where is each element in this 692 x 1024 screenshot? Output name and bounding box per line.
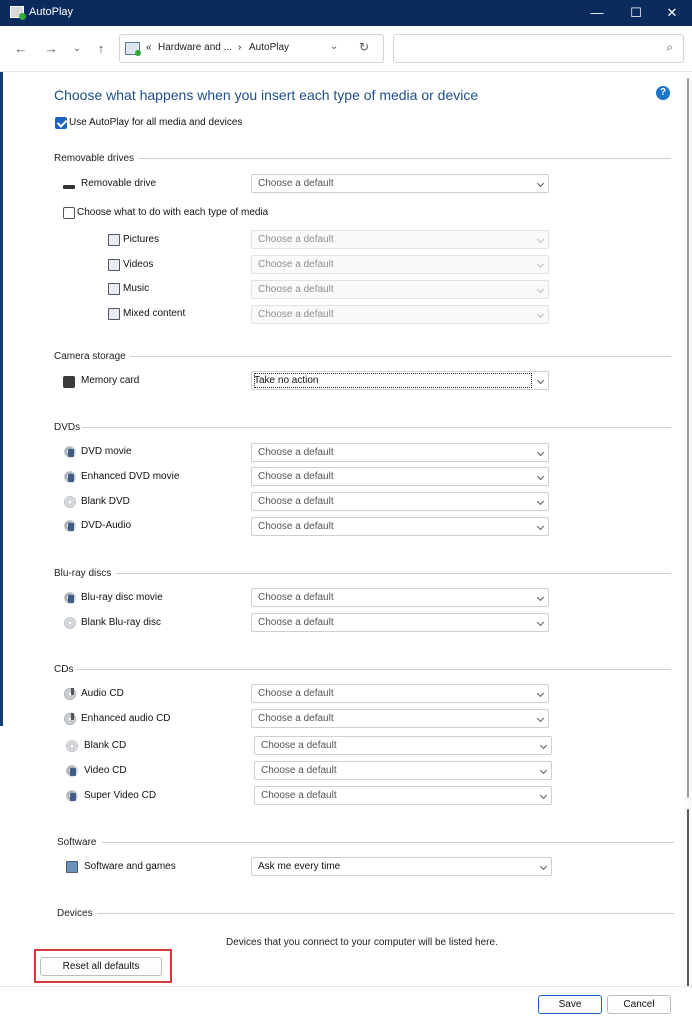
section-divider (77, 669, 671, 670)
dialog-footer (0, 986, 692, 1024)
per-media-label[interactable]: Choose what to do with each type of media (77, 207, 269, 218)
recent-locations-icon[interactable]: ⌄ (72, 43, 82, 54)
dvd-movie-select[interactable] (251, 443, 549, 462)
chevron-down-icon (537, 473, 544, 480)
memory-card-select[interactable] (251, 371, 549, 390)
blank-bluray-icon (64, 617, 76, 629)
scrollbar-track (687, 78, 689, 798)
chevron-down-icon (540, 742, 547, 749)
dvd-audio-value: Choose a default (258, 521, 334, 532)
section-bluray: Blu-ray discs (54, 568, 112, 579)
vertical-scrollbar[interactable] (684, 74, 692, 986)
blank-cd-icon (66, 740, 78, 752)
section-divider (97, 913, 674, 914)
cancel-button[interactable]: Cancel (607, 995, 671, 1014)
breadcrumb-autoplay[interactable]: AutoPlay (249, 42, 290, 53)
chevron-down-icon (537, 311, 544, 318)
chevron-down-icon (540, 767, 547, 774)
audio-cd-value: Choose a default (258, 688, 334, 699)
pictures-label: Pictures (123, 234, 160, 245)
address-dropdown-icon[interactable]: ⌄ (330, 41, 339, 52)
bluray-movie-icon (64, 592, 76, 604)
super-video-cd-value: Choose a default (261, 790, 337, 801)
chevron-down-icon (537, 180, 544, 187)
blank-dvd-label: Blank DVD (81, 496, 130, 507)
enhanced-dvd-label: Enhanced DVD movie (81, 471, 180, 482)
use-autoplay-checkbox[interactable] (55, 117, 67, 129)
section-dvds: DVDs (54, 422, 81, 433)
videos-icon (108, 259, 120, 271)
chevron-down-icon (537, 594, 544, 601)
enhanced-audio-cd-icon (64, 713, 76, 725)
blank-bluray-select[interactable] (251, 613, 549, 632)
chevron-down-icon (537, 690, 544, 697)
audio-cd-icon (64, 688, 76, 700)
search-box[interactable] (393, 34, 684, 63)
software-games-select[interactable] (251, 857, 552, 876)
window-title: AutoPlay (29, 6, 74, 18)
control-panel-icon (125, 42, 140, 55)
dvd-movie-icon (64, 446, 76, 458)
per-media-checkbox[interactable] (63, 207, 75, 219)
section-divider (82, 427, 671, 428)
video-cd-select[interactable] (254, 761, 552, 780)
navigation-bar (0, 26, 692, 72)
chevron-down-icon (537, 377, 544, 384)
chevron-down-icon (537, 523, 544, 530)
section-devices: Devices (57, 908, 93, 919)
use-autoplay-label[interactable]: Use AutoPlay for all media and devices (69, 117, 243, 128)
section-divider (116, 573, 671, 574)
memory-card-value: Take no action (254, 375, 319, 386)
video-cd-icon (66, 765, 78, 777)
title-bar (0, 0, 692, 26)
memory-card-label: Memory card (81, 375, 140, 386)
section-divider (130, 356, 671, 357)
dvd-movie-value: Choose a default (258, 447, 334, 458)
minimize-button[interactable]: — (590, 5, 604, 20)
mixed-content-label: Mixed content (123, 308, 186, 319)
chevron-down-icon (540, 863, 547, 870)
address-bar[interactable] (119, 34, 384, 63)
removable-drive-icon (63, 185, 75, 189)
section-removable-drives: Removable drives (54, 153, 135, 164)
software-games-value: Ask me every time (258, 861, 341, 872)
enhanced-dvd-select[interactable] (251, 467, 549, 486)
breadcrumb-overflow[interactable]: « (146, 42, 152, 53)
up-arrow-icon[interactable]: ↑ (97, 41, 105, 56)
section-software: Software (57, 837, 97, 848)
chevron-down-icon (537, 619, 544, 626)
blank-cd-label: Blank CD (84, 740, 127, 751)
mixed-content-icon (108, 308, 120, 320)
bluray-movie-label: Blu-ray disc movie (81, 592, 163, 603)
camera-icon (63, 376, 75, 388)
dvd-audio-label: DVD-Audio (81, 520, 132, 531)
devices-empty-message: Devices that you connect to your computer will be listed here. (226, 937, 498, 948)
blank-dvd-icon (64, 496, 76, 508)
blank-dvd-select[interactable] (251, 492, 549, 511)
blank-cd-value: Choose a default (261, 740, 337, 751)
pictures-icon (108, 234, 120, 246)
section-camera-storage: Camera storage (54, 351, 126, 362)
removable-drive-value: Choose a default (258, 178, 334, 189)
reset-all-defaults-button[interactable]: Reset all defaults (40, 957, 162, 976)
dvd-audio-select[interactable] (251, 517, 549, 536)
pictures-select[interactable] (251, 230, 549, 249)
music-value: Choose a default (258, 284, 334, 295)
maximize-button[interactable]: ☐ (630, 5, 642, 20)
back-arrow-icon[interactable]: ← (14, 41, 28, 56)
music-icon (108, 283, 120, 295)
chevron-down-icon (537, 236, 544, 243)
close-button[interactable]: ✕ (666, 5, 678, 20)
dvd-movie-label: DVD movie (81, 446, 132, 457)
forward-arrow-icon[interactable]: → (44, 41, 58, 56)
super-video-cd-icon (66, 790, 78, 802)
enhanced-dvd-icon (64, 471, 76, 483)
removable-drive-label: Removable drive (81, 178, 157, 189)
super-video-cd-label: Super Video CD (84, 790, 157, 801)
blank-bluray-value: Choose a default (258, 617, 334, 628)
blank-dvd-value: Choose a default (258, 496, 334, 507)
bluray-movie-value: Choose a default (258, 592, 334, 603)
video-cd-label: Video CD (84, 765, 127, 776)
super-video-cd-select[interactable] (254, 786, 552, 805)
removable-drive-select[interactable] (251, 174, 549, 193)
section-cds: CDs (54, 664, 74, 675)
section-divider (138, 158, 671, 159)
audio-cd-label: Audio CD (81, 688, 124, 699)
video-cd-value: Choose a default (261, 765, 337, 776)
section-divider (102, 842, 674, 843)
videos-value: Choose a default (258, 259, 334, 270)
music-label: Music (123, 283, 150, 294)
refresh-icon[interactable]: ↻ (359, 40, 370, 54)
breadcrumb-hardware[interactable]: Hardware and ... (158, 42, 232, 53)
save-button[interactable]: Save (538, 995, 602, 1014)
mixed-content-value: Choose a default (258, 309, 334, 320)
chevron-down-icon (537, 261, 544, 268)
pictures-value: Choose a default (258, 234, 334, 245)
chevron-down-icon (537, 498, 544, 505)
chevron-down-icon (537, 449, 544, 456)
enhanced-dvd-value: Choose a default (258, 471, 334, 482)
control-panel-icon (10, 6, 24, 18)
search-icon[interactable]: ⌕ (666, 40, 673, 54)
enhanced-audio-cd-label: Enhanced audio CD (81, 713, 171, 724)
chevron-down-icon (537, 286, 544, 293)
dvd-audio-icon (64, 520, 76, 532)
chevron-down-icon (540, 792, 547, 799)
help-icon[interactable]: ? (656, 86, 670, 100)
chevron-down-icon (537, 715, 544, 722)
bluray-movie-select[interactable] (251, 588, 549, 607)
enhanced-audio-cd-select[interactable] (251, 709, 549, 728)
videos-select[interactable] (251, 255, 549, 274)
blank-cd-select[interactable] (254, 736, 552, 755)
enhanced-audio-cd-value: Choose a default (258, 713, 334, 724)
desktop-edge (0, 26, 3, 726)
search-input[interactable] (400, 41, 650, 57)
videos-label: Videos (123, 259, 154, 270)
blank-bluray-label: Blank Blu-ray disc (81, 617, 162, 628)
software-games-label: Software and games (84, 861, 176, 872)
software-games-icon (66, 861, 78, 873)
page-title: Choose what happens when you insert each type of media or device (54, 87, 479, 103)
music-select[interactable] (251, 280, 549, 299)
mixed-content-select[interactable] (251, 305, 549, 324)
breadcrumb-separator: › (238, 42, 242, 53)
audio-cd-select[interactable] (251, 684, 549, 703)
